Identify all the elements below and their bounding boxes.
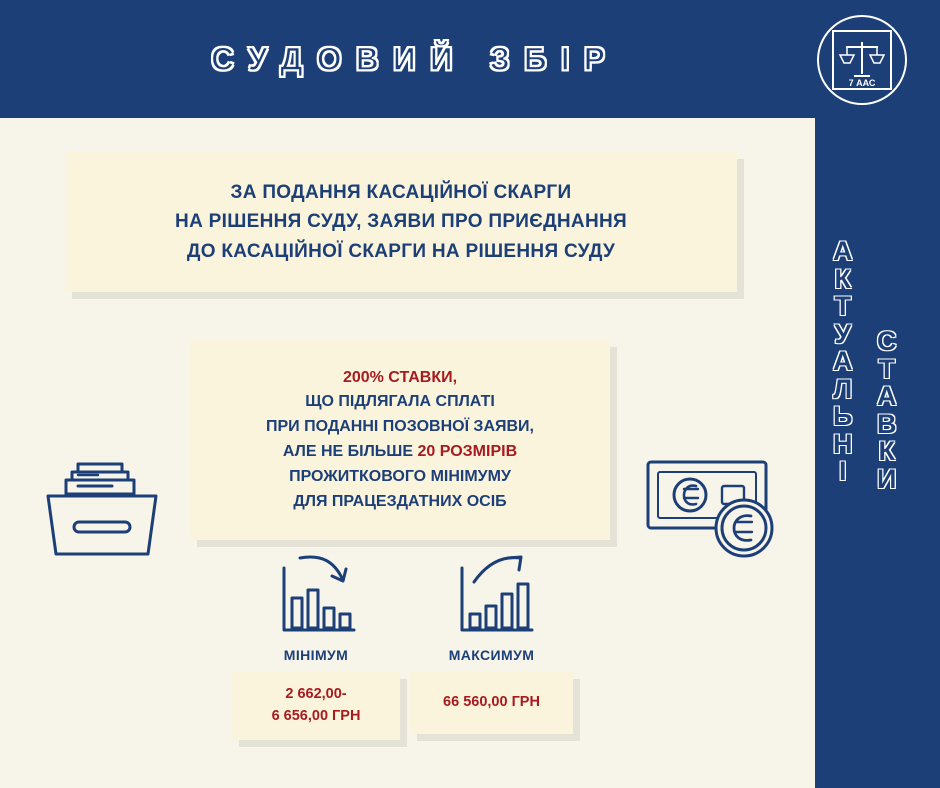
side-letter: И	[877, 463, 897, 494]
side-letter: Л	[833, 373, 853, 404]
side-letter: А	[833, 346, 853, 377]
min-value-text	[272, 684, 361, 728]
rate-line-5: ПРОЖИТКОВОГО МІНІМУМУ	[289, 467, 511, 485]
rate-line-2: ЩО ПІДЛЯГАЛА СПЛАТІ	[305, 393, 495, 411]
rate-line-1: 200% СТАВКИ,	[342, 368, 458, 386]
min-value-card	[232, 672, 400, 740]
side-word-aktualni	[833, 238, 853, 486]
money-illustration	[640, 450, 790, 575]
rate-line-3: ПРИ ПОДАННІ ПОЗОВНОЇ ЗАЯВИ,	[266, 418, 534, 436]
max-chart	[448, 552, 540, 645]
page-title: СУДОВИЙ ЗБІР	[211, 40, 619, 77]
side-letter: Ь	[833, 401, 853, 432]
side-letter: Н	[833, 428, 853, 459]
title-line-3: ДО КАСАЦІЙНОЇ СКАРГИ НА РІШЕННЯ СУДУ	[186, 240, 616, 262]
rate-card-text	[266, 366, 534, 515]
side-letter: Т	[834, 291, 851, 322]
rate-line-4-accent: 20 РОЗМІРІВ	[417, 443, 518, 460]
side-letter: Т	[878, 353, 895, 384]
header-bar	[0, 0, 940, 118]
min-label: МІНІМУМ	[283, 647, 349, 663]
side-word-stavky	[877, 328, 897, 493]
title-card	[65, 152, 737, 292]
rate-line-4	[266, 440, 534, 465]
court-logo	[816, 14, 908, 106]
rate-line-6: ДЛЯ ПРАЦЕЗДАТНИХ ОСІБ	[293, 492, 507, 510]
max-value-card	[410, 672, 573, 734]
rate-line-4-prefix: АЛЕ НЕ БІЛЬШЕ	[282, 443, 418, 460]
side-letter: К	[878, 436, 895, 467]
bar-chart-up-arrow-icon	[448, 552, 540, 640]
title-line-1: ЗА ПОДАННЯ КАСАЦІЙНОЇ СКАРГИ	[230, 181, 572, 203]
max-value-text: 66 560,00 ГРН	[443, 694, 540, 711]
side-letter: У	[834, 318, 852, 349]
min-value-line-1: 2 662,00-	[285, 686, 347, 703]
file-box-illustration	[38, 450, 168, 575]
side-strip	[815, 118, 940, 788]
side-letter: С	[877, 326, 897, 356]
side-letter: А	[877, 381, 897, 412]
max-label: МАКСИМУМ	[448, 647, 535, 663]
rate-card	[190, 340, 610, 540]
title-line-2: НА РІШЕННЯ СУДУ, ЗАЯВИ ПРО ПРИЄДНАННЯ	[175, 211, 627, 233]
bar-chart-down-arrow-icon	[270, 552, 362, 640]
file-box-icon	[38, 450, 168, 570]
scales-of-justice-icon	[816, 14, 908, 106]
side-letter: В	[877, 408, 897, 439]
title-card-text	[175, 178, 627, 266]
min-value-line-2: 6 656,00 ГРН	[271, 708, 361, 724]
side-letter: І	[838, 456, 847, 487]
logo-text: 7 ААС	[848, 78, 876, 88]
side-letter: К	[834, 263, 851, 294]
side-letter: А	[833, 236, 853, 266]
min-chart	[270, 552, 362, 645]
banknote-coin-icon	[640, 450, 790, 570]
